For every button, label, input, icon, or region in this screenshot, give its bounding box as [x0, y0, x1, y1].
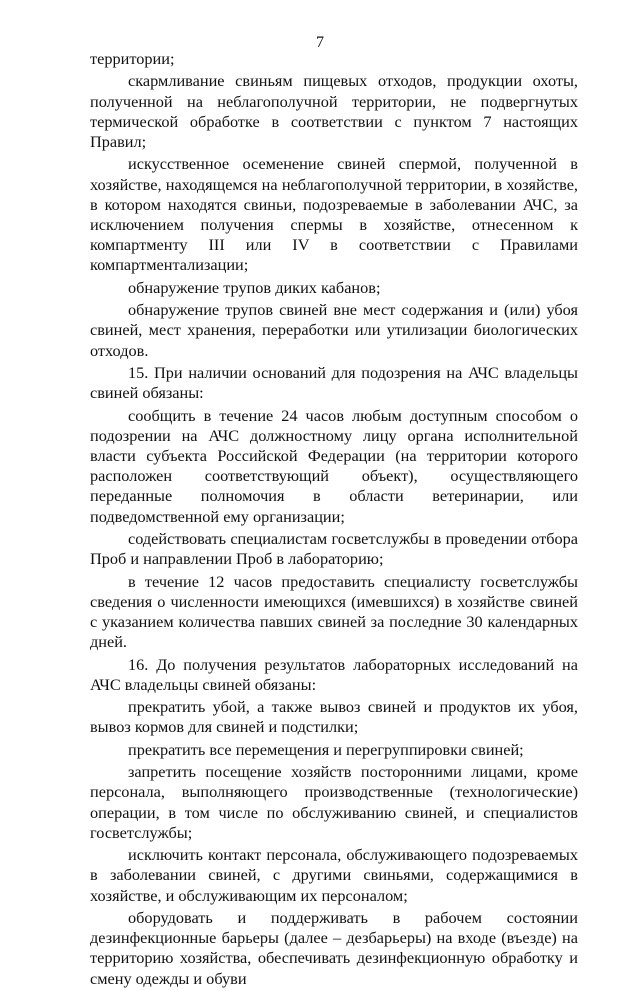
clause-16-heading: 16. До получения результатов лабораторных исследований на АЧС владельцы свиней обязаны:: [90, 654, 578, 694]
paragraph: прекратить все перемещения и перегруппировки свиней;: [128, 739, 524, 759]
paragraph: обнаружение трупов свиней вне мест содержания и (или) убоя свиней, мест хранения, переработки или утилизации биологических отходов.: [90, 300, 578, 360]
paragraph: в течение 12 часов предоставить специалисту госветслужбы сведения о численности имеющихся (имевшихся) в хозяйстве свиней с указанием количества павших свиней за последние 30 календарных дней.: [90, 571, 578, 652]
document-body: [90, 49, 578, 991]
clause-15-heading: 15. При наличии оснований для подозрения на АЧС владельцы свиней обязаны:: [90, 362, 578, 403]
paragraph: прекратить убой, а также вывоз свиней и продуктов их убоя, вывоз кормов для свиней и подстилки;: [90, 697, 578, 737]
paragraph: запретить посещение хозяйств посторонними лицами, кроме персонала, выполняющего производственные (технологические) операции, в том числе по обслуживанию свиней, и специалистов госветслужбы;: [90, 762, 578, 842]
page-number: 7: [316, 34, 324, 51]
paragraph: оборудовать и поддерживать в рабочем состоянии дезинфекционные барьеры (далее – дезбарьеры) на входе (въезде) на территорию хозяйства, обеспечивать дезинфекционную обработку и смену одежды и обуви: [90, 907, 578, 988]
paragraph: сообщить в течение 24 часов любым доступным способом о подозрении на АЧС должностному лицу органа исполнительной власти субъекта Российской Федерации (на территории которого расположен соответствующий объект), осуществляющего переданные полномочия в области ветеринарии, или подведомственной ему организации;: [90, 405, 578, 526]
paragraph: обнаружение трупов диких кабанов;: [128, 277, 381, 297]
paragraph: территории;: [90, 49, 175, 68]
paragraph: скармливание свиньям пищевых отходов, продукции охоты, полученной на неблагополучной территории, не подвергнутых термической обработке в соответствии с пунктом 7 настоящих Правил;: [90, 71, 578, 151]
paragraph: исключить контакт персонала, обслуживающего подозреваемых в заболевании свиней, с другими свиньями, содержащимися в хозяйстве, и обслуживающим их персоналом;: [90, 845, 578, 905]
paragraph: искусственное осеменение свиней спермой, полученной в хозяйстве, находящемся на неблагополучной территории, в хозяйстве, в котором находятся свиньи, подозреваемые в заболевании АЧС, за исключением получения спермы в хозяйстве, отнесенном к компартменту III или IV в соответствии с Правилами компартментализации;: [90, 154, 578, 275]
paragraph: содействовать специалистам госветслужбы в проведении отбора Проб и направлении Проб в лабораторию;: [90, 528, 578, 569]
